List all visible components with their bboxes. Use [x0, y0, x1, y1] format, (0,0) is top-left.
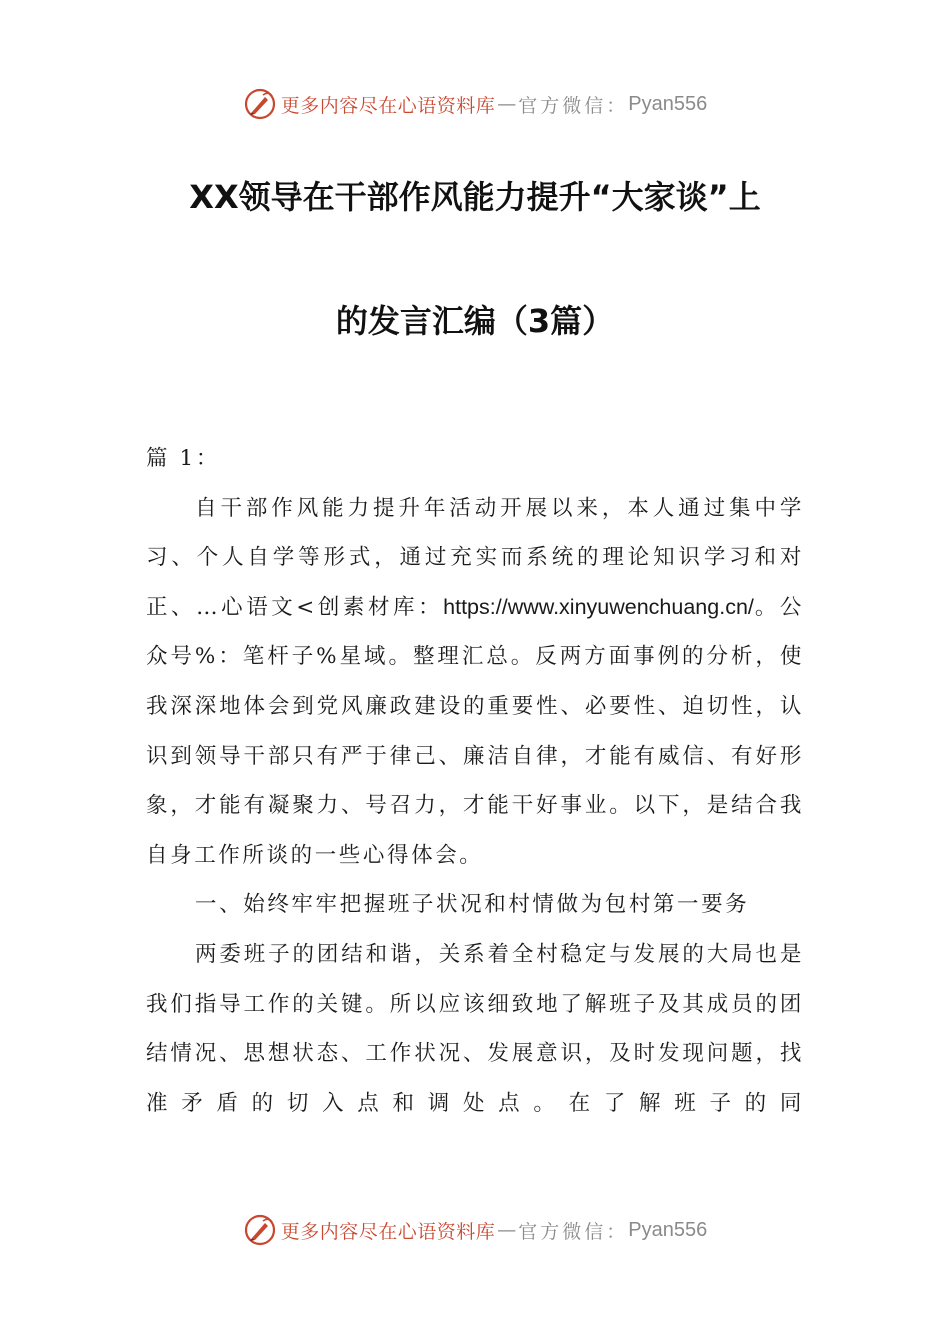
section-label: 篇 1：	[146, 446, 220, 471]
paragraph-1	[146, 484, 804, 881]
watermark-official-label: 官方微信：	[518, 1220, 629, 1243]
watermark-official-label: 官方微信：	[518, 94, 629, 117]
paragraph-1-text-a: 自干部作风能力提升年活动开展以来，本人通过集中学习、个人自学等形式，通过充实而系统的理论知识学习和对正、…心语文<创素材库：	[146, 495, 804, 620]
document-title-line1: XX领导在干部作风能力提升“大家谈”上	[189, 178, 761, 216]
watermark-wechat-id: Pyan556	[628, 1218, 708, 1241]
watermark-dash: —	[497, 1219, 517, 1241]
watermark-brand-text: 更多内容尽在心语资料库	[280, 1220, 496, 1243]
watermark-dash: —	[497, 93, 517, 115]
watermark-wechat-id: Pyan556	[628, 92, 708, 115]
document-title-line2: 的发言汇编（3篇）	[335, 302, 615, 340]
paragraph-1-text-b: 。公众号%：笔杆子%星域。整理汇总。反两方面事例的分析，使我深深地体会到党风廉政建设的重要性、必要性、迫切性，认识到领导干部只有严于律己、廉洁自律，才能有威信、有好形象，才能有凝聚力、号召力，才能干好事业。以下，是结合我自身工作所谈的一些心得体会。	[146, 594, 804, 868]
watermark-brand-text: 更多内容尽在心语资料库	[280, 94, 496, 117]
section-heading-1: 一、始终牢牢把握班子状况和村情做为包村第一要务	[195, 892, 750, 918]
url-text-part1: https://	[443, 594, 508, 619]
watermark-banner-bottom	[0, 1208, 950, 1252]
document-body	[146, 434, 804, 1128]
pen-logo-icon	[243, 1213, 277, 1247]
pen-logo-icon	[243, 87, 277, 121]
url-text-part2: www.xinyuwenchuang.cn/	[507, 594, 754, 619]
paragraph-2: 两委班子的团结和谐，关系着全村稳定与发展的大局也是我们指导工作的关键。所以应该细致地了解班子及其成员的团结情况、思想状态、工作状况、发展意识，及时发现问题，找准矛盾的切入点和调处点。在了解班子的同	[146, 941, 804, 1116]
watermark-banner-top	[0, 82, 950, 126]
